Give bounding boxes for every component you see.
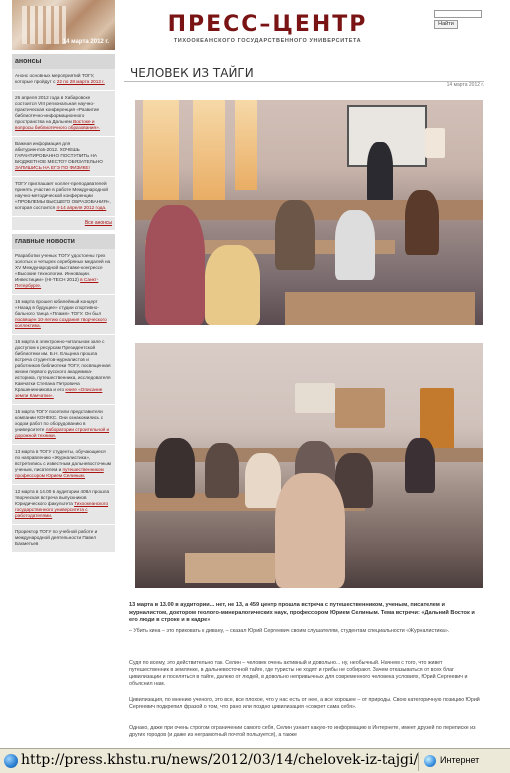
article-date: 14 марта 2012 г. (446, 82, 484, 88)
window (193, 100, 225, 200)
article-photo-2 (135, 343, 483, 588)
window (143, 100, 179, 210)
sidebar-news-item (12, 485, 115, 525)
student (205, 245, 260, 325)
logo-title: ПРЕСС–ЦЕНТР (167, 12, 368, 37)
shelf (335, 388, 385, 428)
student (205, 443, 239, 498)
news-heading: главные новости (12, 234, 115, 249)
news-link[interactable]: 4-14 апреля 2012 года. (56, 205, 107, 210)
news-text: Разработки ученых ТОГУ удостоены трех золотых и четырех серебряных медалей на XV Международной выставке-конгрессе «Высокие технологии. Инновации. Инвестиции» (HI-TECH 2012) в Санкт-Петербурге. (15, 253, 111, 288)
sidebar-news-item (12, 525, 115, 553)
news-text: 16 марта в электронно-читальном зале с доступом к ресурсам Президентской библиотеки им. Б.Н. Ельцина прошла встреча студентов-журналистов и работников библиотеки ТОГУ, посвященная жизни первого русского академика-историка, путешественника, исследователя Камчатки Степана Петровича Крашенинникова и его книге «Описание земли Камчатки». (15, 339, 111, 398)
sidebar-news-item (12, 295, 115, 335)
student (405, 438, 435, 493)
security-zone: Интернет (440, 755, 480, 765)
news-text: 16 марта прошел юбилейный концерт «Назад в будущее» студии спортивно-бального танца «Пламя» ТОГУ. Он был посвящен 10-летию создания творческого коллектива. (15, 299, 107, 328)
news-text: 12 марта в 14.00 в аудитории 408л прошла творческая встреча выпускников Юридического факультета Тихоокеанского государственного университета с работодателями. (15, 489, 110, 518)
building-image (22, 6, 66, 44)
sidebar-news-item (12, 177, 115, 217)
sidebar-news-item (12, 137, 115, 177)
news-text: Проректор ТОГУ по учебной работе и международной деятельности Павел Бахметьев (15, 529, 98, 546)
news-link[interactable]: посвящен 10-летию создания творческого коллектива. (15, 317, 107, 328)
student (145, 205, 205, 325)
header-date: 14 марта 2012 г. (62, 39, 109, 45)
site-logo[interactable] (150, 12, 385, 44)
desk (285, 292, 475, 325)
article-title: ЧЕЛОВЕК ИЗ ТАЙГИ (130, 66, 254, 80)
all-announce-link[interactable]: Все анонсы (12, 217, 115, 230)
sidebar-news-item (12, 249, 115, 295)
news-text: Анонс основных мероприятий ТОГУ, которые пройдут с 22 по 28 марта 2012 г. (15, 73, 105, 84)
article-paragraph: Цивилизация, по мнению ученого, это все, все плохое, что у нас есть от нее, а все хорошее – от природы. Свою категоричную позицию Юрий Сергеевич подкрепил фразой о том, что рано или поздно цивилизация «сожрет сама себя». (129, 697, 480, 710)
desk (185, 553, 275, 583)
news-link[interactable]: книге «Описание земли Камчатки». (15, 387, 103, 398)
sidebar (12, 0, 115, 748)
student (275, 473, 345, 588)
status-bar (0, 748, 510, 773)
news-text: 26 апреля 2012 года в Хабаровске состоится VIII региональная научно-практическая конференция «Развитие библиотечно-информационного пространства на Дальнем Востоке и вопросы библиотечного образования». (15, 95, 101, 130)
status-url: http://press.khstu.ru/news/2012/03/14/chelovek-iz-tajgi/ (21, 752, 419, 768)
search-button[interactable]: Найти (434, 20, 458, 29)
logo-subtitle: ТИХООКЕАНСКОГО ГОСУДАРСТВЕННОГО УНИВЕРСИТЕТА (173, 38, 362, 44)
header-photo (12, 0, 115, 50)
news-text: 13 марта в ТОГУ студенты, обучающиеся по направлению «Журналистика», встретились с известным дальневосточным ученым, писателем и путешественником профессором Юрием Селиным. (15, 449, 111, 478)
article-paragraph: Однако, даже при очень строгом ограничении самого себя, Селин узнает какую-то информацию в Интернете, имеет друзей по переписке из других городов (и даже из неграмотный почтой пользуется), а также (129, 725, 476, 738)
student (275, 200, 315, 270)
board (295, 383, 335, 413)
sidebar-news-item (12, 445, 115, 485)
search-input[interactable] (434, 10, 482, 18)
article-paragraph: Судя по всему, это действительно так. Селин – человек очень активный и довольно... ну, необычный. Начнем с того, что живет путешественник в землянке, в дальневосточной тайге, где туристы не ходят и грибы не собирают. Зачем отказываться от всех благ цивилизации и поселяться в тайге, далеко от людей, в довольно непривычных для современного человека условиях, Юрий Сергеевич и объяснил нам. (129, 660, 468, 687)
announce-heading: анонсы (12, 54, 115, 69)
news-link[interactable]: ЗАПИШИСЬ НА ЕГЭ ПО ФИЗИКЕ! (15, 165, 90, 170)
student (155, 438, 195, 498)
announce-list (12, 69, 115, 217)
page-icon (4, 754, 18, 768)
sidebar-news-item (12, 405, 115, 445)
internet-zone-icon (424, 755, 436, 767)
sidebar-news-item (12, 69, 115, 91)
board (425, 128, 445, 158)
sidebar-news-item (12, 91, 115, 137)
student (405, 190, 439, 255)
news-link[interactable]: лаборатории строительной и дорожной техники. (15, 427, 110, 438)
news-text: ТОГУ приглашает коллег-преподавателей принять участие в работе Международной научно-методической конференции «ПРОБЛЕМЫ ВЫСШЕГО ОБРАЗОВАНИЯ», которая состоится 4-14 апреля 2012 года. (15, 181, 111, 210)
news-text: Важная информация для абитуриентов-2012. ХОЧЕШЬ ГАРАНТИРОВАННО ПОСТУПИТЬ НА БЮДЖЕТНОЕ МЕСТО? ОБЯЗАТЕЛЬНО ЗАПИШИСЬ НА ЕГЭ ПО ФИЗИКЕ! (15, 141, 103, 170)
article-photo-1 (135, 100, 483, 325)
news-link[interactable]: в Санкт-Петербурге. (15, 277, 99, 288)
article-lead: 13 марта в 13.00 в аудитории... нет, не 13, а 459 центр прошла встреча с путешественником, ученым, писателем и журналистом, доктором геолого-минералогических наук, профессором Юрием Селиным. Тема встречи: «Дальний Восток и его люди в строке и в кадре» (129, 602, 475, 623)
news-text: 15 марта ТОГУ посетили представители компании КОНЕКС. Они ознакомились с ходом работ по оборудованию в университете лаборатории строительной и дорожной техники. (15, 409, 110, 438)
news-link[interactable]: 22 по 28 марта 2012 г. (56, 79, 105, 84)
article-paragraph: – Убить кина – это приковать к дивану, – сказал Юрий Сергеевич своим слушателям, студентам специальности «Журналистика». (129, 628, 450, 634)
sidebar-news-item (12, 335, 115, 405)
news-link[interactable]: путешественником профессором Юрием Селиным. (15, 467, 104, 478)
article (124, 60, 484, 88)
article-title-row (124, 60, 484, 88)
news-link[interactable]: Тихоокеанского государственного университета с работодателями. (15, 501, 109, 518)
student (335, 210, 375, 280)
news-list (12, 249, 115, 553)
lecturer (367, 142, 393, 204)
student (245, 453, 281, 508)
divider (418, 752, 419, 771)
news-link[interactable]: Востоке и вопросы библиотечного образования». (15, 119, 101, 130)
window (235, 100, 257, 190)
